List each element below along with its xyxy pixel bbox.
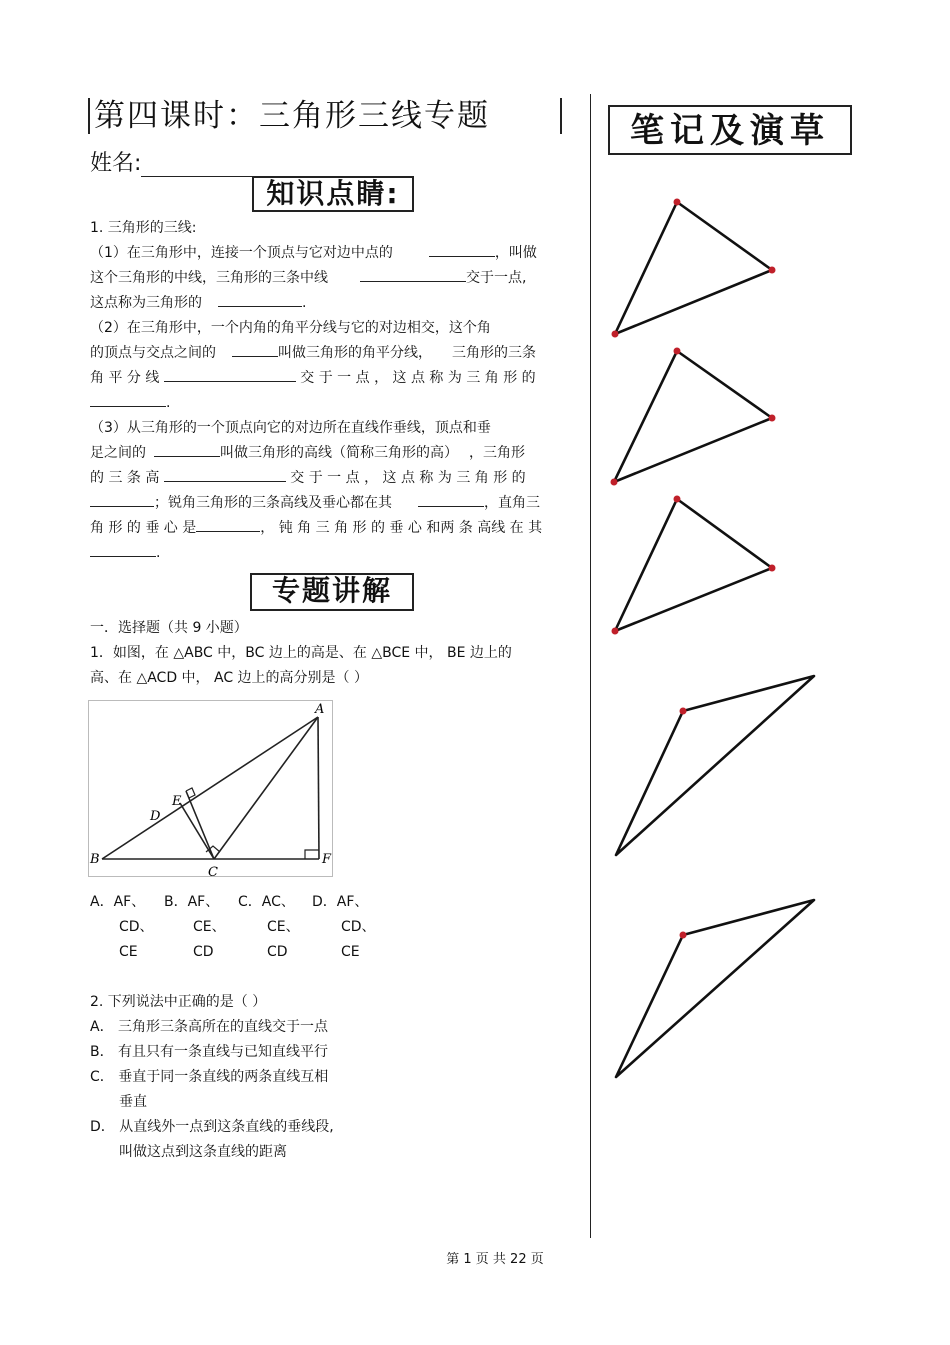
knowledge-p1-line1: （1）在三角形中，连接一个顶点与它对边中点的 ，叫做 bbox=[90, 241, 574, 266]
sketch-triangles bbox=[600, 190, 830, 1090]
blank[interactable] bbox=[90, 391, 166, 407]
blank[interactable] bbox=[232, 341, 278, 357]
vertex-dot bbox=[674, 496, 681, 503]
q2 bbox=[90, 990, 390, 1165]
vertex-dot bbox=[674, 199, 681, 206]
knowledge-p2-line3: 角 平 分 线 交 于 一 点 ， 这 点 称 为 三 角 形 的 bbox=[90, 366, 574, 391]
label-D: D bbox=[150, 809, 161, 824]
q1-option-a[interactable]: A．AF、 CD、 CE bbox=[90, 894, 154, 960]
name-label: 姓名: bbox=[90, 151, 142, 176]
label-C: C bbox=[208, 865, 218, 880]
knowledge-p1-line2: 这个三角形的中线，三角形的三条中线 交于一点, bbox=[90, 266, 574, 291]
vertex-dot bbox=[769, 565, 776, 572]
knowledge-points bbox=[90, 216, 574, 566]
triangle-3 bbox=[615, 499, 772, 631]
triangle-2 bbox=[614, 351, 772, 482]
blank[interactable] bbox=[360, 266, 466, 282]
q2-option-d[interactable]: D． 从直线外一点到这条直线的垂线段, bbox=[90, 1119, 334, 1135]
q2-option-c[interactable]: C． 垂直于同一条直线的两条直线互相 bbox=[90, 1069, 329, 1085]
blank[interactable] bbox=[196, 516, 260, 532]
knowledge-p3-line4: ；锐角三角形的三条高线及垂心都在其 ，直角三 bbox=[90, 491, 574, 516]
blank[interactable] bbox=[429, 241, 495, 257]
q1-option-b[interactable]: B．AF、 CE、 CD bbox=[164, 894, 226, 960]
q2-option-b[interactable]: B． 有且只有一条直线与已知直线平行 bbox=[90, 1044, 329, 1060]
triangle-1 bbox=[615, 202, 772, 334]
vertex-dot bbox=[612, 331, 619, 338]
name-field bbox=[90, 146, 299, 177]
page-footer: 第 1 页 共 22 页 bbox=[446, 1252, 544, 1267]
vertex-dot bbox=[680, 932, 687, 939]
vertex-dot bbox=[611, 479, 618, 486]
knowledge-p2-line2: 的顶点与交点之间的 叫做三角形的角平分线， 三角形的三条 bbox=[90, 341, 574, 366]
vertex-dot bbox=[769, 415, 776, 422]
knowledge-p3-line1: （3）从三角形的一个顶点向它的对边所在直线作垂线，顶点和垂 bbox=[90, 420, 491, 436]
vertex-dot bbox=[612, 628, 619, 635]
name-blank[interactable] bbox=[141, 156, 299, 177]
q1-stem-line2: 高、在 △ACD 中， AC 边上的高分别是（ ） bbox=[90, 670, 369, 686]
label-E: E bbox=[172, 794, 182, 809]
label-A: A bbox=[315, 702, 325, 717]
question-section bbox=[90, 616, 574, 691]
blank[interactable] bbox=[90, 541, 156, 557]
knowledge-p2-line1: （2）在三角形中，一个内角的角平分线与它的对边相交，这个角 bbox=[90, 320, 491, 336]
knowledge-p3-line3: 的 三 条 高 交 于 一 点 ， 这 点 称 为 三 角 形 的 bbox=[90, 466, 574, 491]
blank[interactable] bbox=[90, 491, 154, 507]
blank[interactable] bbox=[418, 491, 484, 507]
knowledge-p1-line3: 这点称为三角形的 . bbox=[90, 291, 574, 316]
blank[interactable] bbox=[218, 291, 302, 307]
q2-option-d-cont: 叫做这点到这条直线的距离 bbox=[119, 1144, 287, 1160]
triangle-5 bbox=[616, 900, 814, 1077]
section-lecture-heading: 专题讲解 bbox=[250, 573, 414, 611]
knowledge-p3-line2: 足之间的 叫做三角形的高线（简称三角形的高） ，三角形 bbox=[90, 441, 574, 466]
knowledge-p3-line5: 角 形 的 垂 心 是 ， 钝 角 三 角 形 的 垂 心 和两 条 高线 在 其 bbox=[90, 516, 574, 541]
label-F: F bbox=[322, 852, 332, 867]
q1-figure bbox=[88, 700, 336, 880]
vertex-dot bbox=[674, 348, 681, 355]
blank[interactable] bbox=[164, 466, 286, 482]
q2-option-a[interactable]: A． 三角形三条高所在的直线交于一点 bbox=[90, 1019, 329, 1035]
knowledge-p3-line6: . bbox=[90, 541, 574, 566]
vertex-dot bbox=[769, 267, 776, 274]
label-B: B bbox=[90, 852, 100, 867]
knowledge-p2-line4: . bbox=[90, 391, 574, 416]
column-divider bbox=[590, 94, 591, 1238]
q1-stem-line1: 1．如图，在 △ABC 中，BC 边上的高是、在 △BCE 中， BE 边上的 bbox=[90, 645, 512, 661]
triangle-4 bbox=[616, 676, 814, 855]
q1-option-c[interactable]: C．AC、 CE、 CD bbox=[238, 894, 300, 960]
blank[interactable] bbox=[164, 366, 296, 382]
question-section-title: 一．选择题（共 9 小题） bbox=[90, 620, 248, 636]
knowledge-item-1: 1. 三角形的三线: bbox=[90, 220, 197, 236]
vertex-dot bbox=[680, 708, 687, 715]
lesson-title: 第四课时：三角形三线专题 bbox=[88, 98, 562, 134]
q1-option-d[interactable]: D．AF、 CD、 CE bbox=[312, 894, 376, 960]
section-knowledge-heading: 知识点睛: bbox=[252, 176, 414, 212]
blank[interactable] bbox=[154, 441, 220, 457]
notes-heading: 笔记及演草 bbox=[608, 105, 852, 155]
q2-option-c-cont: 垂直 bbox=[119, 1094, 147, 1110]
q2-stem: 2. 下列说法中正确的是（ ） bbox=[90, 994, 267, 1010]
